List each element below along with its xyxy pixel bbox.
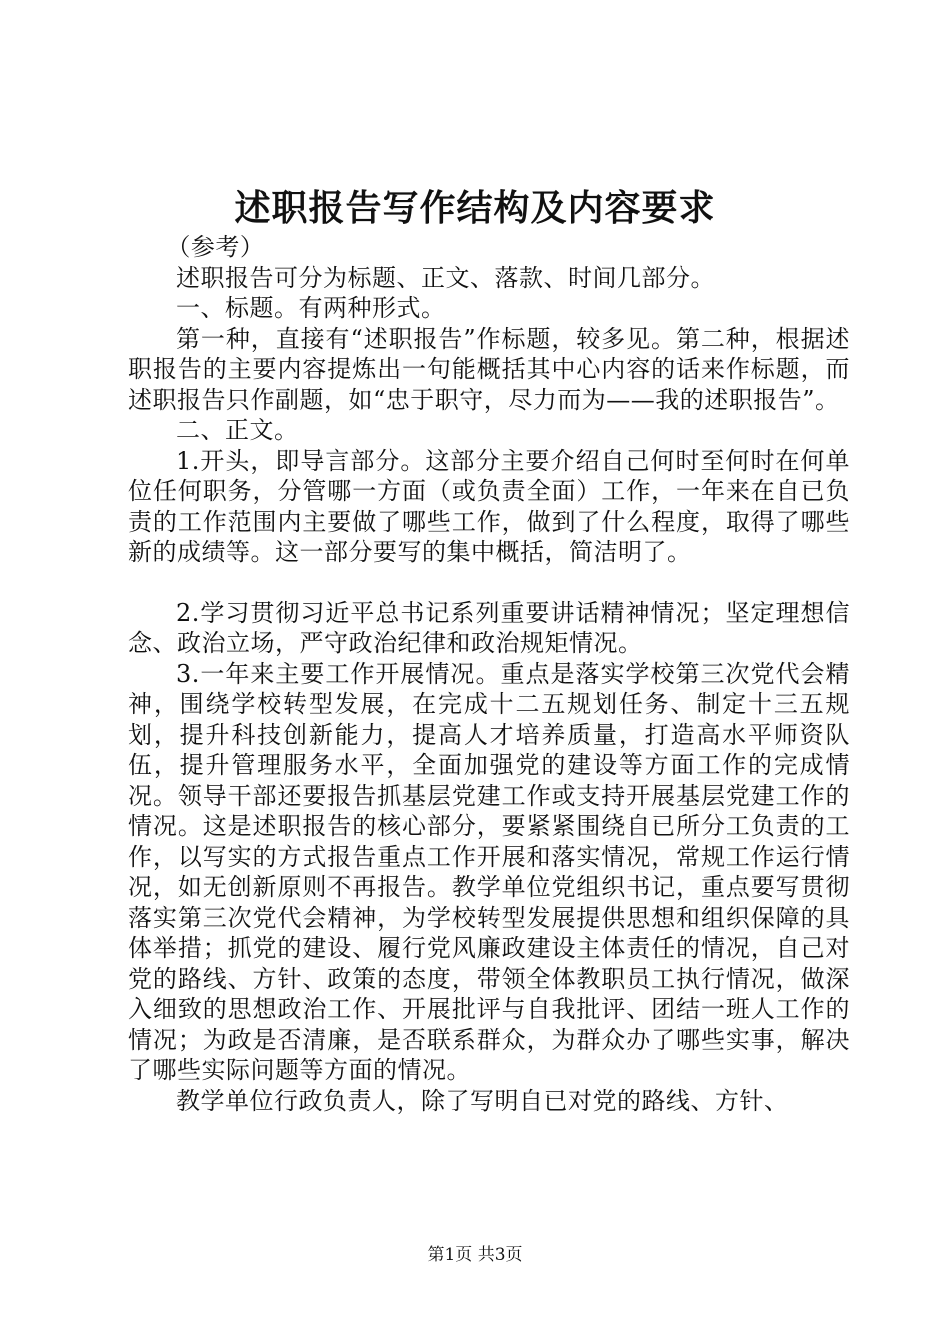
reference-note: （参考） bbox=[166, 233, 265, 261]
opening-paragraph: 1.开头，即导言部分。这部分主要介绍自己何时至何时在何单位任何职务，分管哪一方面（或负责全面）工作，一年来在自已负责的工作范围内主要做了哪些工作，做到了什么程度，取得了哪些新的成绩等。这一部分要写的集中概括，简洁明了。 bbox=[128, 446, 850, 566]
intro-paragraph: 述职报告可分为标题、正文、落款、时间几部分。 bbox=[176, 263, 715, 292]
document-body bbox=[128, 232, 850, 1116]
page-number: 第1页 共3页 bbox=[427, 1245, 523, 1265]
section-heading-title: 一、标题。有两种形式。 bbox=[176, 294, 446, 322]
admin-paragraph: 教学单位行政负责人，除了写明自已对党的路线、方针、 bbox=[176, 1086, 789, 1115]
section-heading-body: 二、正文。 bbox=[176, 416, 299, 444]
work-paragraph: 3.一年来主要工作开展情况。重点是落实学校第三次党代会精神，围绕学校转型发展，在完成十二五规划任务、制定十三五规划，提升科技创新能力，提高人才培养质量，打造高水平师资队伍，提升管理服务水平，全面加强党的建设等方面工作的完成情况。领导干部还要报告抓基层党建工作或支持开展基层党建工作的情况。这是述职报告的核心部分，要紧紧围绕自已所分工负责的工作，以写实的方式报告重点工作开展和落实情况，常规工作运行情况，如无创新原则不再报告。教学单位党组织书记，重点要写贯彻落实第三次党代会精神，为学校转型发展提供思想和组织保障的具体举措；抓党的建设、履行党风廉政建设主体责任的情况，自己对党的路线、方针、政策的态度，带领全体教职员工执行情况，做深入细致的思想政治工作、开展批评与自我批评、团结一班人工作的情况；为政是否清廉，是否联系群众，为群众办了哪些实事，解决了哪些实际问题等方面的情况。 bbox=[128, 659, 850, 1084]
study-paragraph: 2.学习贯彻习近平总书记系列重要讲话精神情况；坚定理想信念、政治立场，严守政治纪律和政治规矩情况。 bbox=[128, 598, 850, 657]
title-forms-paragraph: 第一种，直接有“述职报告”作标题，较多见。第二种，根据述职报告的主要内容提炼出一句能概括其中心内容的话来作标题，而述职报告只作副题，如“忠于职守，尽力而为——我的述职报告”。 bbox=[128, 324, 850, 414]
document-title: 述职报告写作结构及内容要求 bbox=[234, 187, 716, 229]
